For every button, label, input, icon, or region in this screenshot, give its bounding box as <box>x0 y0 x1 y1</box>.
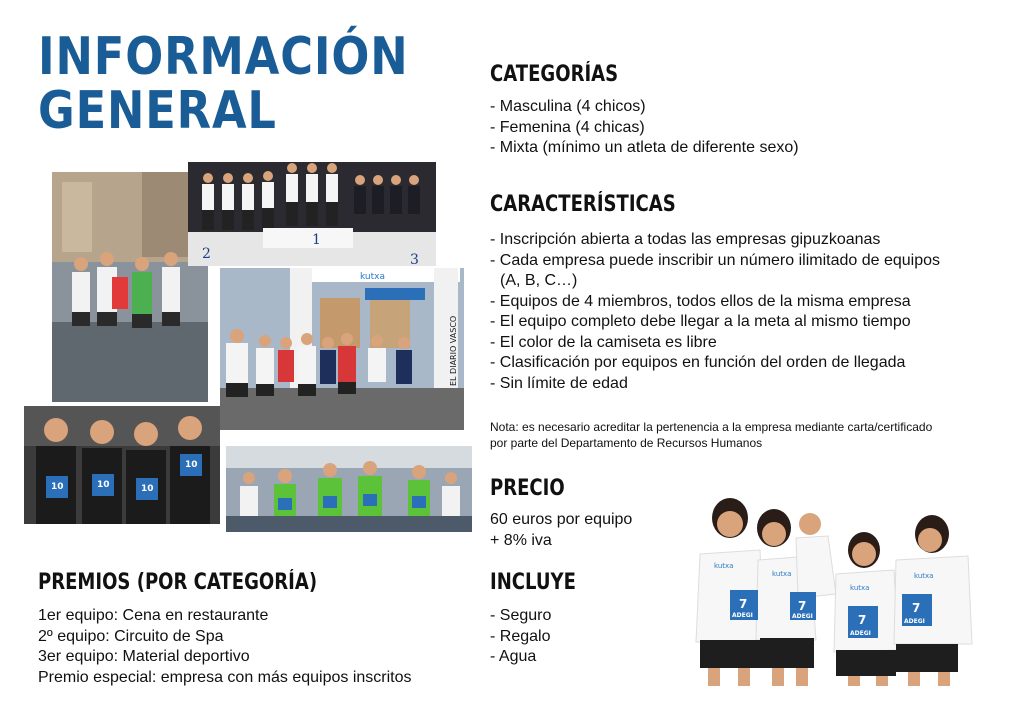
title-line-1: INFORMACIÓN <box>38 27 409 87</box>
bib-sponsor: ADEGI <box>850 630 871 637</box>
premios-heading: PREMIOS (POR CATEGORÍA) <box>38 570 318 595</box>
shirt-logo: kutxa <box>914 572 934 580</box>
list-item: - Equipos de 4 miembros, todos ellos de la misma empresa <box>490 292 911 310</box>
caracteristicas-list <box>490 230 940 394</box>
list-item: 2º equipo: Circuito de Spa <box>38 627 224 645</box>
bib-sponsor: ADEGI <box>904 618 925 625</box>
bib-number: 10 <box>141 484 154 494</box>
bib-number: 10 <box>51 482 64 492</box>
arch-logo-text: kutxa <box>360 272 386 282</box>
shirt-logo: kutxa <box>714 562 734 570</box>
list-item: - Mixta (mínimo un atleta de diferente sexo) <box>490 139 799 156</box>
note-line-2: por parte del Departamento de Recursos Humanos <box>490 435 763 450</box>
list-item: - El equipo completo debe llegar a la meta al mismo tiempo <box>490 313 911 330</box>
list-item: - Cada empresa puede inscribir un número ilimitado de equipos <box>490 251 941 269</box>
list-item: - Femenina (4 chicas) <box>490 118 645 136</box>
precio-line-2: + 8% iva <box>490 531 552 549</box>
categorias-list <box>490 97 799 159</box>
incluye-list <box>490 606 551 668</box>
page-title <box>38 27 409 141</box>
photo-team-cutout <box>686 494 976 686</box>
precio-text <box>490 510 632 551</box>
photo-green-runners <box>226 446 472 532</box>
bib-sponsor: ADEGI <box>732 612 753 619</box>
podium-label-1: 1 <box>312 232 321 248</box>
photo-podium <box>188 162 436 266</box>
note <box>490 420 932 451</box>
bib-number: 7 <box>858 613 867 627</box>
photo-runners-street <box>52 172 208 402</box>
photo-women-medals <box>24 406 220 524</box>
bib-number: 7 <box>912 601 921 615</box>
bib-number: 10 <box>185 460 198 470</box>
list-item: 1er equipo: Cena en restaurante <box>38 607 269 624</box>
list-item: - Masculina (4 chicos) <box>490 98 646 115</box>
arch-side-text: EL DIARIO VASCO <box>449 315 458 386</box>
bib-sponsor: ADEGI <box>792 613 813 620</box>
title-line-2: GENERAL <box>38 81 277 141</box>
list-item: - Regalo <box>490 627 551 645</box>
list-item: - El color de la camiseta es libre <box>490 333 717 351</box>
categorias-heading: CATEGORÍAS <box>490 62 619 87</box>
incluye-heading: INCLUYE <box>490 570 576 595</box>
bib-number: 10 <box>97 480 110 490</box>
shirt-logo: kutxa <box>772 570 792 578</box>
caracteristicas-heading: CARACTERÍSTICAS <box>490 192 676 217</box>
note-line-1: Nota: es necesario acreditar la pertenencia a la empresa mediante carta/certificado <box>490 420 933 434</box>
shirt-logo: kutxa <box>850 584 870 592</box>
list-item: - Seguro <box>490 607 552 624</box>
bib-number: 7 <box>798 599 807 613</box>
premios-list <box>38 606 412 688</box>
precio-line-1: 60 euros por equipo <box>490 511 633 528</box>
precio-heading: PRECIO <box>490 476 565 501</box>
list-item: 3er equipo: Material deportivo <box>38 648 250 665</box>
list-item: - Agua <box>490 648 537 665</box>
list-item: Premio especial: empresa con más equipos inscritos <box>38 668 412 686</box>
list-item: - Sin límite de edad <box>490 374 628 392</box>
list-item: - Clasificación por equipos en función del orden de llegada <box>490 354 906 371</box>
list-item: - Inscripción abierta a todas las empresas gipuzkoanas <box>490 231 881 248</box>
podium-label-3: 3 <box>410 252 419 266</box>
bib-number: 7 <box>739 597 748 611</box>
list-item-continuation: (A, B, C…) <box>500 272 578 289</box>
podium-label-2: 2 <box>202 246 211 262</box>
photo-start-arch <box>220 268 464 430</box>
